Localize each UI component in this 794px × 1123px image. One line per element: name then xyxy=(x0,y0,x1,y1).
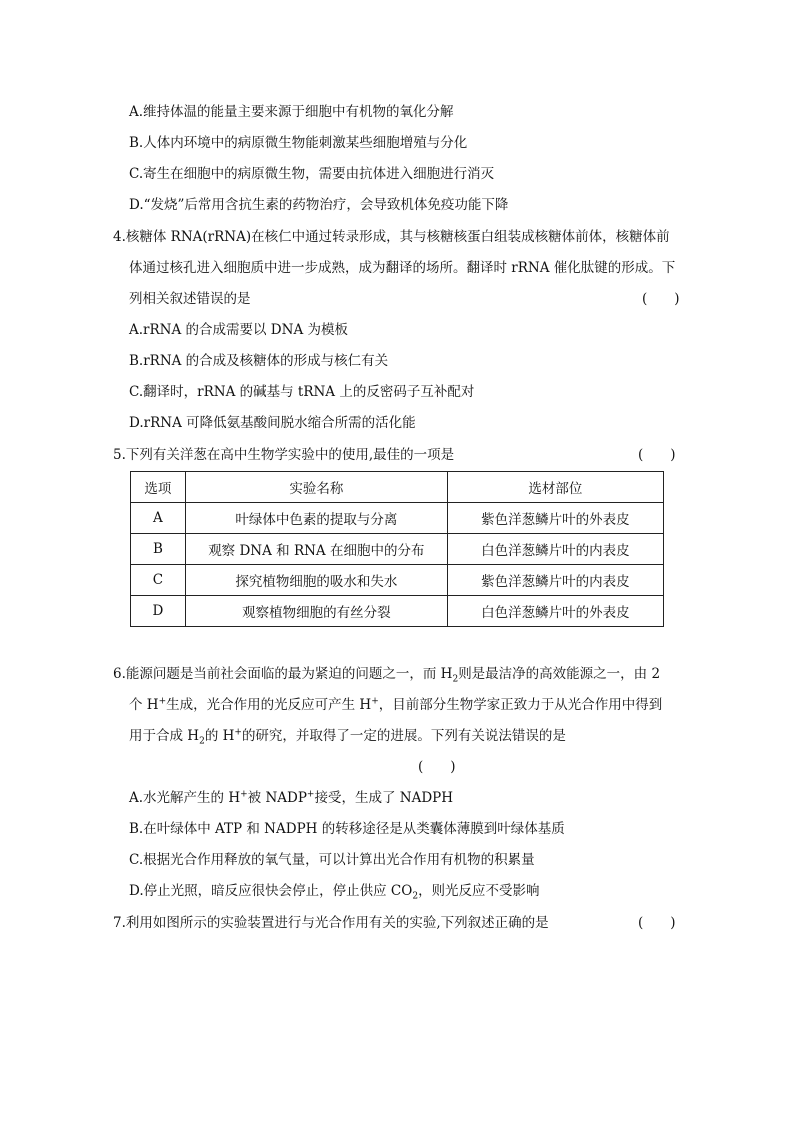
q3-option-c: C.寄生在细胞中的病原微生物，需要由抗体进入细胞进行消灭 xyxy=(129,166,495,182)
q6-answer-blank: ( ) xyxy=(418,759,456,775)
q6-stem-line2: 个 H+生成，光合作用的光反应可产生 H+，目前部分生物学家正致力于从光合作用中得到 xyxy=(129,696,663,713)
q6-option-b: B.在叶绿体中 ATP 和 NADPH 的转移途径是从类囊体薄膜到叶绿体基质 xyxy=(129,821,565,837)
q4-stem-line3: 列相关叙述错误的是 xyxy=(129,291,251,307)
q5-options-table xyxy=(130,471,664,627)
q6-option-a: A.水光解产生的 H+被 NADP+接受，生成了 NADPH xyxy=(129,789,454,806)
q5-stem: 5.下列有关洋葱在高中生物学实验中的使用,最佳的一项是 xyxy=(113,447,455,463)
table-row xyxy=(131,596,664,627)
q4-option-d: D.rRNA 可降低氨基酸间脱水缩合所需的活化能 xyxy=(129,415,416,431)
table-row xyxy=(131,503,664,534)
table-row xyxy=(131,534,664,565)
table-cell: 观察 DNA 和 RNA 在细胞中的分布 xyxy=(185,534,447,565)
q6-option-d: D.停止光照，暗反应很快会停止，停止供应 $CO_2$，则光反应不受影响 xyxy=(129,883,540,902)
q6-option-c: C.根据光合作用释放的氧气量，可以计算出光合作用有机物的积累量 xyxy=(129,852,535,868)
q5-answer-blank: ( ) xyxy=(638,447,676,463)
q4-stem-line2: 体通过核孔进入细胞质中进一步成熟，成为翻译的场所。翻译时 rRNA 催化肽键的形成。下 xyxy=(129,260,676,276)
q4-stem-line1: 4.核糖体 RNA(rRNA)在核仁中通过转录形成，其与核糖核蛋白组装成核糖体前体，核糖体前 xyxy=(113,229,670,245)
table-cell: 白色洋葱鳞片叶的内表皮 xyxy=(447,534,663,565)
table-cell: B xyxy=(131,534,186,565)
table-cell: A xyxy=(131,503,186,534)
table-header: 实验名称 xyxy=(185,472,447,503)
q6-stem-line1: 6.能源问题是当前社会面临的最为紧迫的问题之一，而 $H_2$则是最洁净的高效能源之一，由 2 xyxy=(113,666,661,685)
table-row xyxy=(131,565,664,596)
table-cell: 叶绿体中色素的提取与分离 xyxy=(185,503,447,534)
table-cell: C xyxy=(131,565,186,596)
table-cell: 白色洋葱鳞片叶的外表皮 xyxy=(447,596,663,627)
table-header-row xyxy=(131,472,664,503)
table-cell: D xyxy=(131,596,186,627)
table-cell: 紫色洋葱鳞片叶的内表皮 xyxy=(447,565,663,596)
q4-answer-blank: ( ) xyxy=(642,291,680,307)
q4-option-a: A.rRNA 的合成需要以 DNA 为模板 xyxy=(129,322,348,338)
q4-option-c: C.翻译时，rRNA 的碱基与 tRNA 上的反密码子互补配对 xyxy=(129,384,475,400)
table-cell: 观察植物细胞的有丝分裂 xyxy=(185,596,447,627)
table-cell: 探究植物细胞的吸水和失水 xyxy=(185,565,447,596)
q3-option-b: B.人体内环境中的病原微生物能刺激某些细胞增殖与分化 xyxy=(129,135,468,151)
q3-option-a: A.维持体温的能量主要来源于细胞中有机物的氧化分解 xyxy=(129,104,454,120)
table-cell: 紫色洋葱鳞片叶的外表皮 xyxy=(447,503,663,534)
table-header: 选项 xyxy=(131,472,186,503)
q6-stem-line3: 用于合成 $H_2$的 H+的研究，并取得了一定的进展。下列有关说法错误的是 xyxy=(129,727,566,747)
table-header: 选材部位 xyxy=(447,472,663,503)
q4-option-b: B.rRNA 的合成及核糖体的形成与核仁有关 xyxy=(129,353,389,369)
q7-answer-blank: ( ) xyxy=(638,915,676,931)
q3-option-d: D.“发烧”后常用含抗生素的药物治疗，会导致机体免疫功能下降 xyxy=(129,197,509,213)
q7-stem: 7.利用如图所示的实验装置进行与光合作用有关的实验,下列叙述正确的是 xyxy=(113,915,549,931)
